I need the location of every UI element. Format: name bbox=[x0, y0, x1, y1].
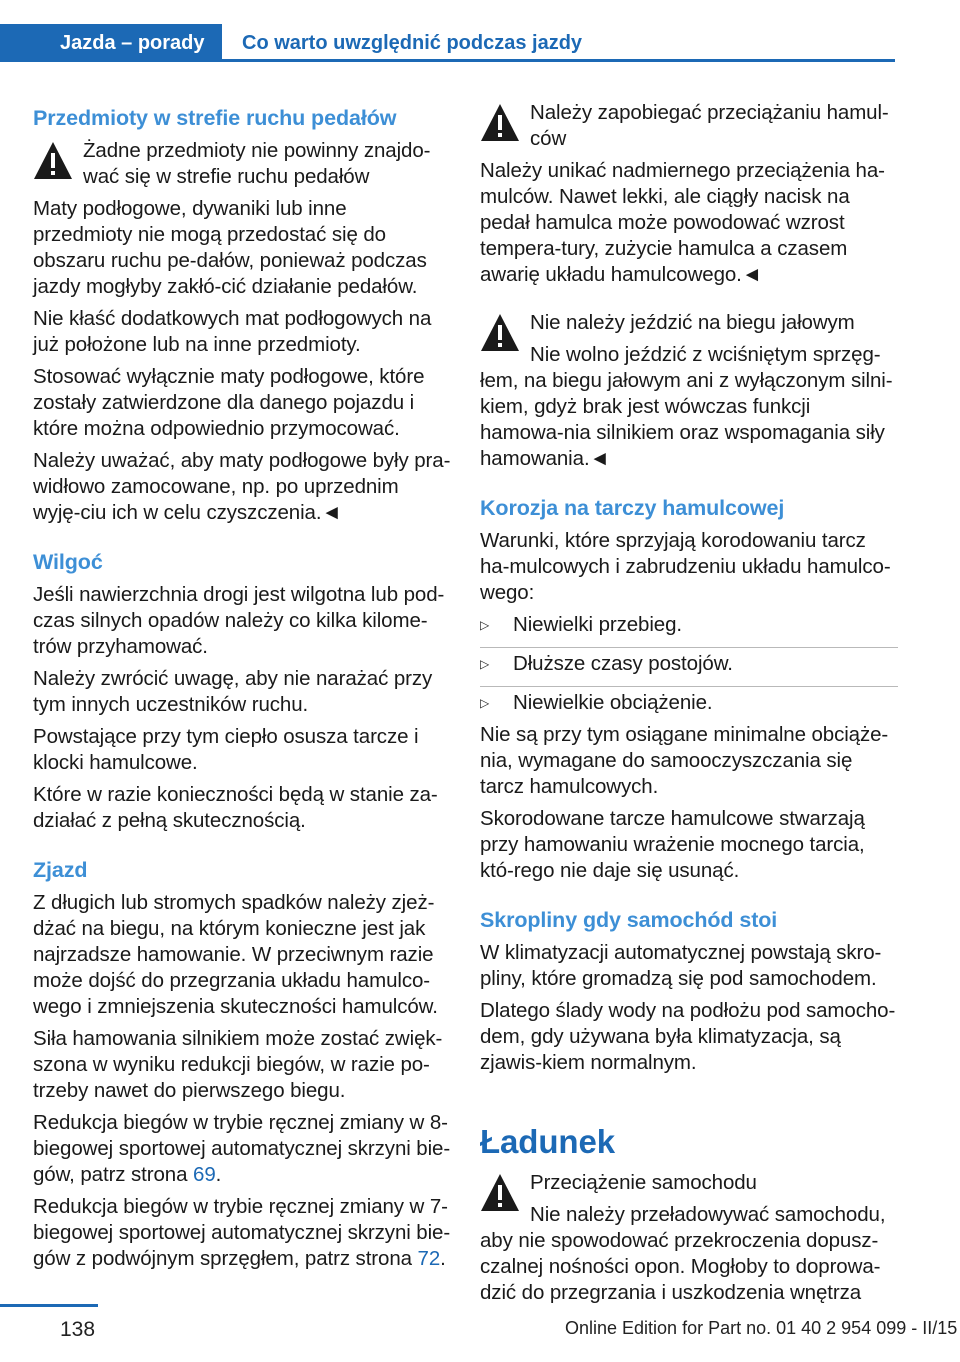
divider bbox=[480, 647, 898, 648]
paragraph: W klimatyzacji automatycznej powstają skro-pliny, które gromadzą się pod samochodem. bbox=[480, 941, 882, 990]
warning-overload bbox=[480, 1170, 898, 1306]
warning-pedals bbox=[33, 138, 451, 300]
heading-condensate: Skropliny gdy samochód stoi bbox=[480, 908, 778, 932]
page-number: 138 bbox=[60, 1318, 96, 1341]
warning-triangle-icon bbox=[480, 102, 520, 144]
page-header bbox=[0, 0, 960, 64]
triangle-bullet-icon: ▷ bbox=[480, 657, 490, 671]
paragraph: Należy zwrócić uwagę, aby nie narażać przy tym innych uczestników ruchu. bbox=[33, 667, 433, 716]
warning-title: Żadne przedmioty nie powinny znajdo-wać się w strefie ruchu pedałów bbox=[83, 139, 431, 188]
paragraph: Skorodowane tarcze hamulcowe stwarzają przy hamowaniu wrażenie mocnego tarcia, któ-rego nie daje się usunąć. bbox=[480, 807, 865, 882]
warning-body: Maty podłogowe, dywaniki lub inne przedmioty nie mogą przedostać się do obszaru ruchu pe-dałów, ponieważ podczas jazdy mogłyby zakłó-cić działanie pedałów. bbox=[33, 197, 427, 298]
header-rule bbox=[222, 59, 895, 62]
warning-title: Nie należy jeździć na biegu jałowym bbox=[530, 311, 855, 334]
paragraph: Które w razie konieczności będą w stanie za-działać z pełną skutecznością. bbox=[33, 783, 438, 832]
paragraph-text: Redukcja biegów w trybie ręcznej zmiany w 7-biegowej sportowej automatycznej skrzyni bie-gów z podwójnym sprzęgłem, patrz strona bbox=[33, 1195, 451, 1270]
edition-text: Online Edition for Part no. 01 40 2 954 099 - II/15 bbox=[565, 1318, 958, 1338]
right-column bbox=[480, 100, 898, 1312]
paragraph-with-link: Redukcja biegów w trybie ręcznej zmiany w 7-biegowej sportowej automatycznej skrzyni bie-gów z podwójnym sprzęgłem, patrz strona 72. bbox=[33, 1195, 451, 1270]
paragraph-text: Redukcja biegów w trybie ręcznej zmiany w 8-biegowej sportowej automatycznej skrzyni bie-gów, patrz strona bbox=[33, 1111, 451, 1186]
footer-rule bbox=[0, 1304, 98, 1307]
paragraph: Stosować wyłącznie maty podłogowe, które zostały zatwierdzone dla danego pojazdu i które można odpowiednio przymocować. bbox=[33, 365, 425, 440]
warning-body: Nie wolno jeździć z wciśniętym sprzęg-łem, na biegu jałowym ani z wyłączonym silni-kiem, gdyż brak jest wówczas funkcji hamowa-nia silnikiem oraz wspomagania siły hamowania.◄ bbox=[480, 343, 893, 470]
heading-pedals: Przedmioty w strefie ruchu pedałów bbox=[33, 106, 397, 130]
triangle-bullet-icon: ▷ bbox=[480, 618, 490, 632]
warning-brake-overload bbox=[480, 100, 898, 288]
paragraph: Nie kłaść dodatkowych mat podłogowych na już położone lub na inne przedmioty. bbox=[33, 307, 432, 356]
heading-wet: Wilgoć bbox=[33, 550, 103, 574]
heading-load: Ładunek bbox=[480, 1123, 615, 1160]
list-item: ▷ Dłuższe czasy postojów. bbox=[480, 652, 733, 675]
warning-body: Nie należy przeładowywać samochodu, aby nie spowodować przekroczenia dopusz-czalnej nośności opon. Mogłoby to doprowa-dzić do przegrzania i uszkodzenia wnętrza bbox=[480, 1203, 886, 1304]
section-tab[interactable]: Jazda – porady bbox=[0, 24, 222, 62]
paragraph: Dlatego ślady wody na podłożu pod samocho-dem, gdy używana była klimatyzacja, są zjawis-kiem normalnym. bbox=[480, 999, 896, 1074]
warning-neutral bbox=[480, 310, 898, 472]
warning-title: Należy zapobiegać przeciążaniu hamul-ców bbox=[530, 101, 889, 150]
paragraph: Warunki, które sprzyjają korodowaniu tarcz ha-mulcowych i zabrudzeniu układu hamulco-wego: bbox=[480, 529, 891, 604]
paragraph: Z długich lub stromych spadków należy zjeż-dżać na biegu, na którym konieczne jest jak najrzadsze hamowanie. W przeciwnym razie może dojść do przegrzania układu hamulco-wego i zmniejszenia skuteczności hamulców. bbox=[33, 891, 438, 1018]
warning-triangle-icon bbox=[480, 1172, 520, 1214]
list-item: ▷ Niewielki przebieg. bbox=[480, 613, 683, 636]
paragraph-with-link: Redukcja biegów w trybie ręcznej zmiany w 8-biegowej sportowej automatycznej skrzyni bie-gów, patrz strona 69. bbox=[33, 1111, 451, 1186]
triangle-bullet-icon: ▷ bbox=[480, 696, 490, 710]
page-link-72[interactable]: 72 bbox=[417, 1247, 441, 1270]
paragraph: Jeśli nawierzchnia drogi jest wilgotna lub pod-czas silnych opadów należy co kilka kilome-trów przyhamować. bbox=[33, 583, 445, 658]
bullet-list bbox=[480, 612, 898, 722]
page-link-69[interactable]: 69 bbox=[193, 1163, 216, 1186]
chapter-breadcrumb[interactable]: Co warto uwzględnić podczas jazdy bbox=[242, 32, 583, 54]
divider bbox=[480, 686, 898, 687]
warning-triangle-icon bbox=[33, 140, 73, 182]
paragraph: Siła hamowania silnikiem może zostać zwięk-szona w wyniku redukcji biegów, w razie po-trzeby nawet do pierwszego biegu. bbox=[33, 1027, 443, 1102]
paragraph: Należy uważać, aby maty podłogowe były pra-widłowo zamocowane, np. po uprzednim wyję-ciu ich w celu czyszczenia.◄ bbox=[33, 449, 451, 524]
warning-triangle-icon bbox=[480, 312, 520, 354]
paragraph: Powstające przy tym ciepło osusza tarcze i klocki hamulcowe. bbox=[33, 725, 419, 774]
heading-corrosion: Korozja na tarczy hamulcowej bbox=[480, 496, 785, 520]
warning-title: Przeciążenie samochodu bbox=[530, 1171, 757, 1194]
heading-descent: Zjazd bbox=[33, 858, 88, 882]
warning-body: Należy unikać nadmiernego przeciążenia ha-mulców. Nawet lekki, ale ciągły nacisk na pedał hamulca może powodować wzrost tempera-tury, zużycie hamulca a czasem awarię układu hamulcowego.◄ bbox=[480, 159, 885, 286]
paragraph: Nie są przy tym osiągane minimalne obciąże-nia, wymagane do samooczyszczania się tarcz hamulcowych. bbox=[480, 723, 889, 798]
left-column bbox=[33, 100, 451, 1278]
list-item: ▷ Niewielkie obciążenie. bbox=[480, 691, 713, 714]
